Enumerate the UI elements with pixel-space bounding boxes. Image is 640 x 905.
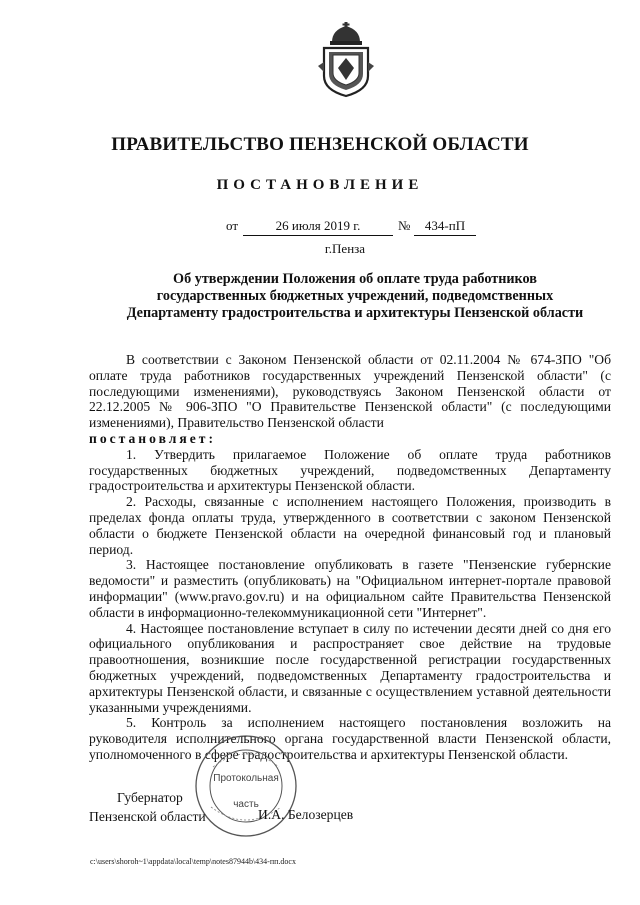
subject-line: Об утверждении Положения об оплате труда работников [173, 271, 537, 287]
signature-region: Пензенской области [89, 809, 206, 824]
subject-line: Департаменту градостроительства и архитектуры Пензенской области [126, 305, 584, 321]
document-body [89, 352, 611, 763]
footer-file-path: c:\users\shoroh~1\appdata\local\temp\notes87944b\434-пп.docx [90, 857, 296, 866]
document-type: ПОСТАНОВЛЕНИЕ [216, 177, 424, 193]
subject-line: государственных бюджетных учреждений, подведомственных [156, 288, 554, 304]
city: г.Пенза [324, 241, 366, 256]
document-number: 434-пП [414, 218, 476, 236]
item-paragraph: 3. Настоящее постановление опубликовать в газете "Пензенские губернские ведомости" и разместить (опубликовать) на "Официальном интернет-портале правовой информации" (www.pravo.gov.ru) и на официальном сайте Правительства Пензенской области в информационно-телекоммуникационной сети "Интернет". [89, 557, 611, 620]
document-meta [0, 218, 640, 238]
protocol-stamp [193, 733, 299, 839]
item-paragraph: 4. Настоящее постановление вступает в силу по истечении десяти дней со дня его официального опубликования и распространяет свое действие на трудовые правоотношения, возникшие после государственной регистрации государственных бюджетных учреждений, подведомственных Департаменту градостроительства и архитектуры Пензенской области, и связанные с осуществлением уставной деятельности указанными учреждениями. [89, 620, 611, 715]
preamble-paragraph: В соответствии с Законом Пензенской области от 02.11.2004 № 674-ЗПО "Об оплате труда работников государственных учреждений Пензенской области" (с последующими изменениями), руководствуясь Законом Пензенской области от 22.12.2005 № 906-ЗПО "О Правительстве Пензенской области" (с последующими изменениями), Правительство Пензенской области [89, 352, 611, 431]
resolves-word: постановляет: [89, 430, 216, 446]
number-label: № [398, 218, 411, 233]
signer-name: И.А. Белозерцев [258, 807, 354, 822]
item-paragraph: 5. Контроль за исполнением настоящего постановления возложить на руководителя исполнительного органа государственной власти Пензенской области, уполномоченного в сфере градостроительства и архитектуры Пензенской области. [89, 715, 611, 762]
coat-of-arms-icon [318, 22, 374, 98]
stamp-text: Протокольная [213, 773, 279, 784]
signature-position [89, 788, 206, 826]
date-label: от [226, 218, 239, 233]
organization-title: ПРАВИТЕЛЬСТВО ПЕНЗЕНСКОЙ ОБЛАСТИ [111, 134, 529, 155]
document-subject [90, 271, 620, 322]
item-paragraph: 2. Расходы, связанные с исполнением настоящего Положения, производить в пределах фонда оплаты труда, утвержденного в соответствии с законом Пензенской области о бюджете Пензенской области на очередной финансовый год и плановый период. [89, 494, 611, 557]
item-paragraph: 1. Утвердить прилагаемое Положение об оплате труда работников государственных бюджетных учреждений, подведомственных Департаменту градостроительства и архитектуры Пензенской области. [89, 446, 611, 494]
stamp-text: часть [233, 799, 259, 810]
document-date: 26 июля 2019 г. [243, 218, 393, 236]
stamp-circle-icon [193, 733, 299, 839]
signature-title: Губернатор [117, 790, 183, 805]
